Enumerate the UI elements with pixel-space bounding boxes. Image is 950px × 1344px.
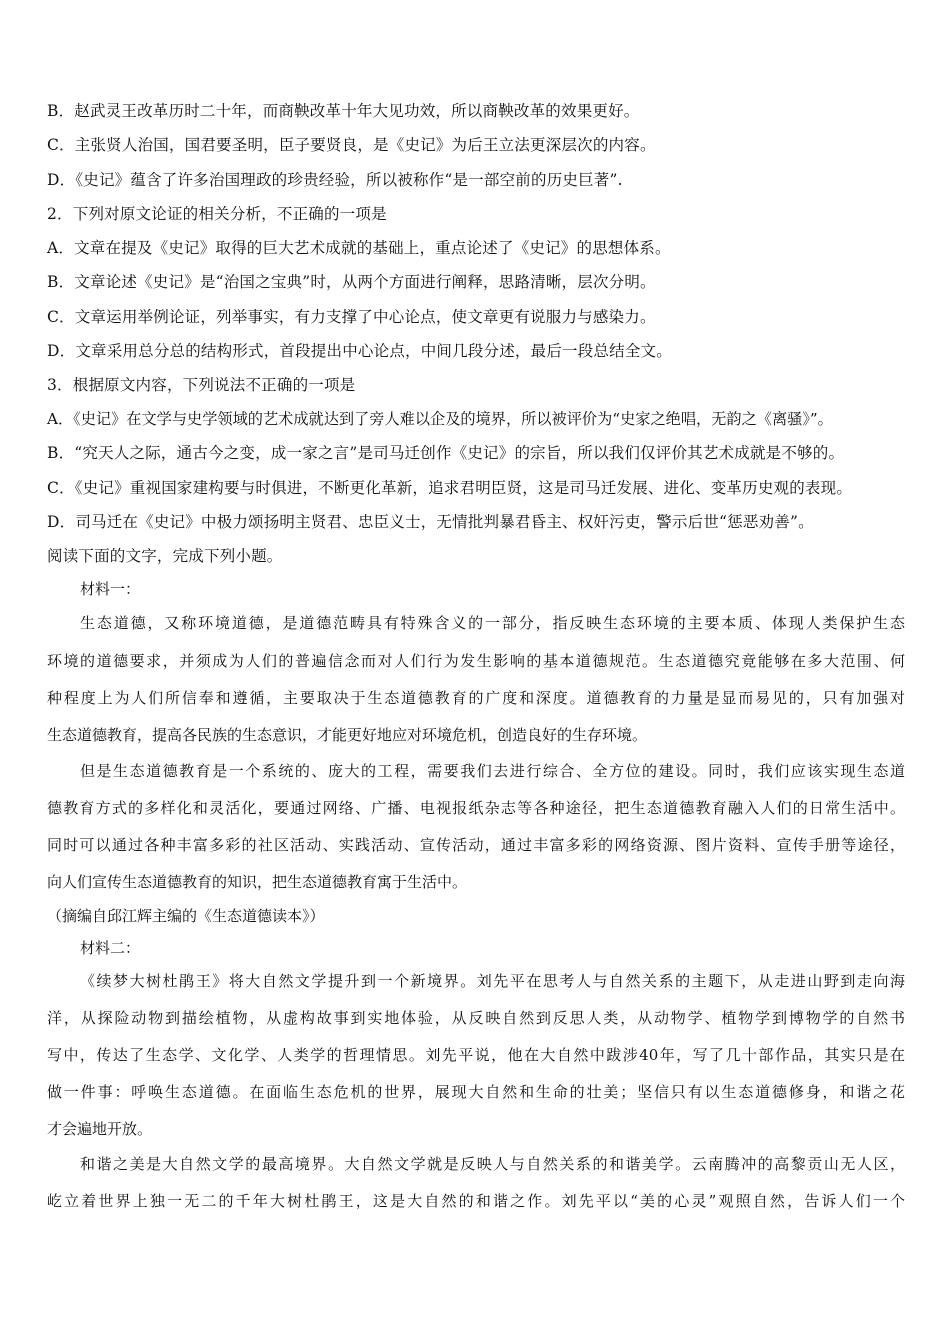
material-one-label: 材料一： [80, 580, 141, 598]
material-two-p2-line: 和谐之美是大自然文学的最高境界。大自然文学就是反映人与自然关系的和谐美学。云南腾冲的高黎贡山无人区， [80, 1155, 905, 1173]
material-one-p1-line: 生态道德，又称环境道德，是道德范畴具有特殊含义的一部分，指反映生态环境的主要本质、体现人类保护生态 [80, 614, 905, 632]
q2-option-a: A．文章在提及《史记》取得的巨大艺术成就的基础上，重点论述了《史记》的思想体系。 [47, 239, 671, 257]
material-one-p1-line: 生态道德教育，提高各民族的生态意识，才能更好地应对环境危机，创造良好的生存环境。 [47, 726, 648, 744]
q1-option-c: C．主张贤人治国，国君要圣明，臣子要贤良，是《史记》为后王立法更深层次的内容。 [47, 136, 656, 154]
material-two-p1-line: 才会遍地开放。 [47, 1120, 153, 1138]
q3-option-d: D．司马迁在《史记》中极力颂扬明主贤君、忠臣义士，无情批判暴君昏主、权奸污吏，警示后世“惩恶劝善”。 [47, 513, 814, 531]
material-one-p2-line: 但是生态道德教育是一个系统的、庞大的工程，需要我们去进行综合、全方位的建设。同时，我们应该实现生态道 [80, 762, 905, 780]
q3-option-a: A．《史记》在文学与史学领域的艺术成就达到了旁人难以企及的境界，所以被评价为“史家之绝唱，无韵之《离骚》”。 [47, 410, 833, 428]
material-one-p2-line: 同时可以通过各种丰富多彩的社区活动、实践活动、宣传活动，通过丰富多彩的网络资源、图片资料、宣传手册等途径， [47, 836, 905, 854]
q2-option-b: B．文章论述《史记》是“治国之宝典”时，从两个方面进行阐释，思路清晰，层次分明。 [47, 273, 656, 291]
material-one-p2-line: 德教育方式的多样化和灵活化，要通过网络、广播、电视报纸杂志等各种途径，把生态道德教育融入人们的日常生活中。 [47, 799, 905, 817]
material-two-label: 材料二： [80, 939, 141, 957]
material-one-p1-line: 环境的道德要求，并须成为人们的普遍信念而对人们行为发生影响的基本道德规范。生态道德究竟能够在多大范围、何 [47, 652, 905, 670]
material-one-p2-line: 向人们宣传生态道德教育的知识，把生态道德教育寓于生活中。 [47, 873, 468, 891]
reading-instruction: 阅读下面的文字，完成下列小题。 [47, 547, 283, 565]
material-one-p1-line: 种程度上为人们所信奉和遵循，主要取决于生态道德教育的广度和深度。道德教育的力量是显而易见的，只有加强对 [47, 689, 905, 707]
material-two-p1-line: 洋，从探险动物到描绘植物，从虚构故事到实地体验，从反映自然到反思人类，从动物学、植物学到博物学的自然书 [47, 1009, 905, 1027]
material-two-p1-line: 做一件事：呼唤生态道德。在面临生态危机的世界，展现大自然和生命的壮美；坚信只有以生态道德修身，和谐之花 [47, 1083, 905, 1101]
material-two-p1-line: 写中，传达了生态学、文化学、人类学的哲理情思。刘先平说，他在大自然中跋涉40年，写了几十部作品，其实只是在 [47, 1046, 905, 1064]
material-one-source: （摘编自邱江辉主编的《生态道德读本》） [47, 907, 325, 925]
q2-option-c: C．文章运用举例论证，列举事实，有力支撑了中心论点，使文章更有说服力与感染力。 [47, 308, 656, 326]
q3-option-b: B．“究天人之际，通古今之变，成一家之言”是司马迁创作《史记》的宗旨，所以我们仅评价其艺术成就是不够的。 [47, 444, 845, 462]
q1-option-d: D．《史记》蕴含了许多治国理政的珍贵经验，所以被称作“是一部空前的历史巨著”. [47, 171, 623, 189]
q2-stem: 2．下列对原文论证的相关分析，不正确的一项是 [47, 205, 387, 223]
material-two-p1-line: 《续梦大树杜鹃王》将大自然文学提升到一个新境界。刘先平在思考人与自然关系的主题下，从走进山野到走向海 [80, 972, 905, 990]
q3-stem: 3．根据原文内容，下列说法不正确的一项是 [47, 376, 356, 394]
q3-option-c: C．《史记》重视国家建构要与时俱进，不断更化革新，追求君明臣贤，这是司马迁发展、进化、变革历史观的表现。 [47, 479, 853, 497]
q2-option-d: D．文章采用总分总的结构形式，首段提出中心论点，中间几段分述，最后一段总结全文。 [47, 342, 672, 360]
material-two-p2-line: 屹立着世界上独一无二的千年大树杜鹃王，这是大自然的和谐之作。刘先平以“美的心灵”观照自然，告诉人们一个 [47, 1192, 905, 1210]
q1-option-b: B．赵武灵王改革历时二十年，而商鞅改革十年大见功效，所以商鞅改革的效果更好。 [47, 102, 640, 120]
